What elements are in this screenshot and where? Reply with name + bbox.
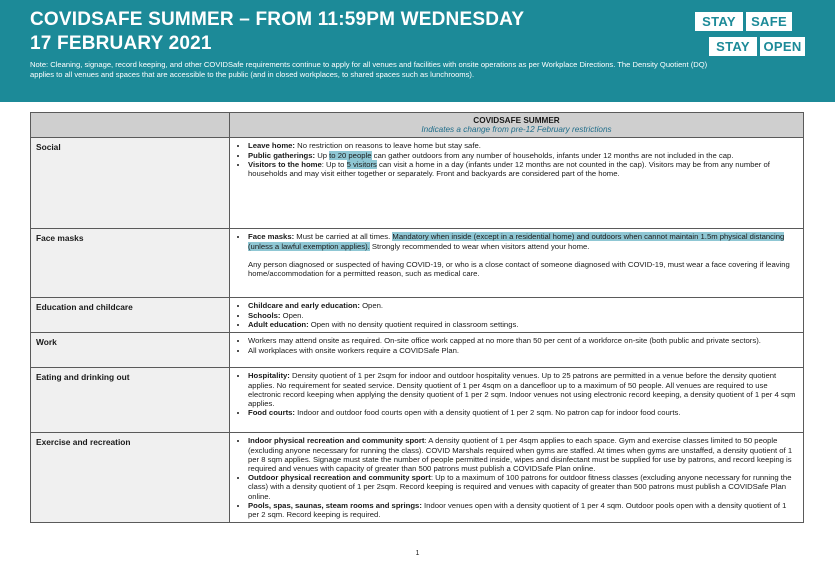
list-item: • Pools, spas, saunas, steam rooms and springs: Indoor venues open with a density quotient of 1 per 4 sqm. Outdoor pools open with a density quotient of 1 per 2 sqm. Record keeping is required. bbox=[248, 501, 799, 519]
header-subtitle: Indicates a change from pre-12 February restrictions bbox=[421, 125, 612, 135]
masks-paragraph: Any person diagnosed or suspected of having COVID-19, or who is a close contact of someone diagnosed with COVID-19, must wear a face covering if leaving home/accommodation for a permitted reason, such as medical care. bbox=[248, 259, 790, 279]
highlight: 5 visitors bbox=[346, 159, 377, 169]
row-label-exercise: Exercise and recreation bbox=[31, 433, 230, 523]
page-title bbox=[30, 8, 524, 56]
list-item: • Leave home: No restriction on reasons to leave home but stay safe. bbox=[248, 141, 799, 150]
header-cell bbox=[230, 113, 804, 138]
logo-safe: SAFE bbox=[746, 12, 792, 31]
list-item: • Schools: Open. bbox=[248, 311, 799, 320]
row-label-social: Social bbox=[31, 138, 230, 229]
header-title: COVIDSAFE SUMMER bbox=[473, 116, 560, 125]
list-item: • Visitors to the home: Up to 5 visitors can visit a home in a day (infants under 12 months are not counted in the cap). Visitors may be from any number of households and may visit either together or separately. Front and backyards are considered part of the home. bbox=[248, 160, 799, 178]
row-label-face-masks: Face masks bbox=[31, 229, 230, 298]
table-row-education bbox=[31, 298, 804, 333]
list-item: • Adult education: Open with no density quotient required in classroom settings. bbox=[248, 320, 799, 329]
title-line-2: 17 FEBRUARY 2021 bbox=[30, 33, 212, 54]
header-blank-cell bbox=[31, 113, 230, 138]
logo-stay-1: STAY bbox=[695, 12, 743, 31]
list-item: • Hospitality: Density quotient of 1 per 2sqm for indoor and outdoor hospitality venues. Up to 25 patrons are permitted in a venue before the density quotient applies. No requirement for seated service. Density quotient of 1 per 4sqm on a dancefloor up to a maximum of 50 people. All venues are required to use electronic record keeping when applying the density quotient of 1 per 2 sqm. Indoor venues not using electronic record keeping, a density quotient of 1 per 4 sqm applies. bbox=[248, 371, 799, 408]
list-item: • All workplaces with onsite workers require a COVIDSafe Plan. bbox=[248, 346, 799, 355]
row-content-exercise bbox=[230, 433, 804, 523]
row-content-work bbox=[230, 333, 804, 368]
header-banner bbox=[0, 0, 835, 102]
row-label-eating: Eating and drinking out bbox=[31, 368, 230, 433]
logo-stay-2: STAY bbox=[709, 37, 757, 56]
table-row-face-masks bbox=[31, 229, 804, 298]
title-line-1: COVIDSAFE SUMMER – FROM 11:59PM WEDNESDAY bbox=[30, 9, 525, 30]
list-item: • Food courts: Indoor and outdoor food courts open with a density quotient of 1 per 2 sqm. No patron cap for indoor food courts. bbox=[248, 408, 799, 417]
table-row-exercise bbox=[31, 433, 804, 523]
row-content-education bbox=[230, 298, 804, 333]
page-number: 1 bbox=[415, 550, 420, 557]
list-item: • Public gatherings: Up to 20 people can gather outdoors from any number of households, infants under 12 months are not included in the cap. bbox=[248, 151, 799, 160]
list-item: • Indoor physical recreation and community sport: A density quotient of 1 per 4sqm applies to each space. Gym and exercise classes limited to 50 people (excluding anyone necessary for running the class). COVID Marshals required when gyms are staffed. At times when gyms are unstaffed, a density quotient of 1 per 8 sqm applies. Signage must state the number of people permitted inside, wipes and disinfectant must be supplied for use by patrons, and record keeping is required and venues with capacity of greater than 500 patrons must publish a COVIDSafe Plan online. bbox=[248, 436, 799, 473]
logo-open: OPEN bbox=[760, 37, 805, 56]
restrictions-table bbox=[30, 112, 804, 523]
row-content-eating bbox=[230, 368, 804, 433]
header-note: Note: Cleaning, signage, record keeping, and other COVIDSafe requirements continue to apply for all venues and facilities with onsite operations as per Workplace Directions. The Density Quotient (DQ) applies to all venues and spaces that are accessible to the public (and in closed workplaces, to shared spaces such as lunchrooms). bbox=[30, 60, 708, 80]
list-item: • Workers may attend onsite as required. On-site office work capped at no more than 50 per cent of a workforce on-site (both public and private sectors). bbox=[248, 336, 799, 345]
row-label-education: Education and childcare bbox=[31, 298, 230, 333]
list-item: • Outdoor physical recreation and community sport: Up to a maximum of 100 patrons for outdoor fitness classes (excluding anyone necessary for running the class) with a density quotient of 1 per 2sqm. Record keeping is required and venues with capacity of greater than 500 patrons must publish a COVIDSafe Plan online. bbox=[248, 473, 799, 501]
table-header-row bbox=[31, 113, 804, 138]
table-row-social bbox=[31, 138, 804, 229]
row-label-work: Work bbox=[31, 333, 230, 368]
table-row-work bbox=[31, 333, 804, 368]
table-row-eating bbox=[31, 368, 804, 433]
row-content-social bbox=[230, 138, 804, 229]
highlight: Mandatory when inside (except in a residential home) and outdoors when cannot maintain 1.5m physical distancing (unless a lawful exemption applies). bbox=[248, 232, 785, 251]
stay-safe-stay-open-logo bbox=[695, 12, 805, 60]
row-content-face-masks bbox=[230, 229, 804, 298]
list-item: • Face masks: Must be carried at all times. Mandatory when inside (except in a residential home) and outdoors when cannot maintain 1.5m physical distancing (unless a lawful exemption applies). Strongly recommended to wear when visitors attend your home. bbox=[248, 232, 799, 250]
list-item: • Childcare and early education: Open. bbox=[248, 301, 799, 310]
highlight: to 20 people bbox=[329, 150, 372, 160]
